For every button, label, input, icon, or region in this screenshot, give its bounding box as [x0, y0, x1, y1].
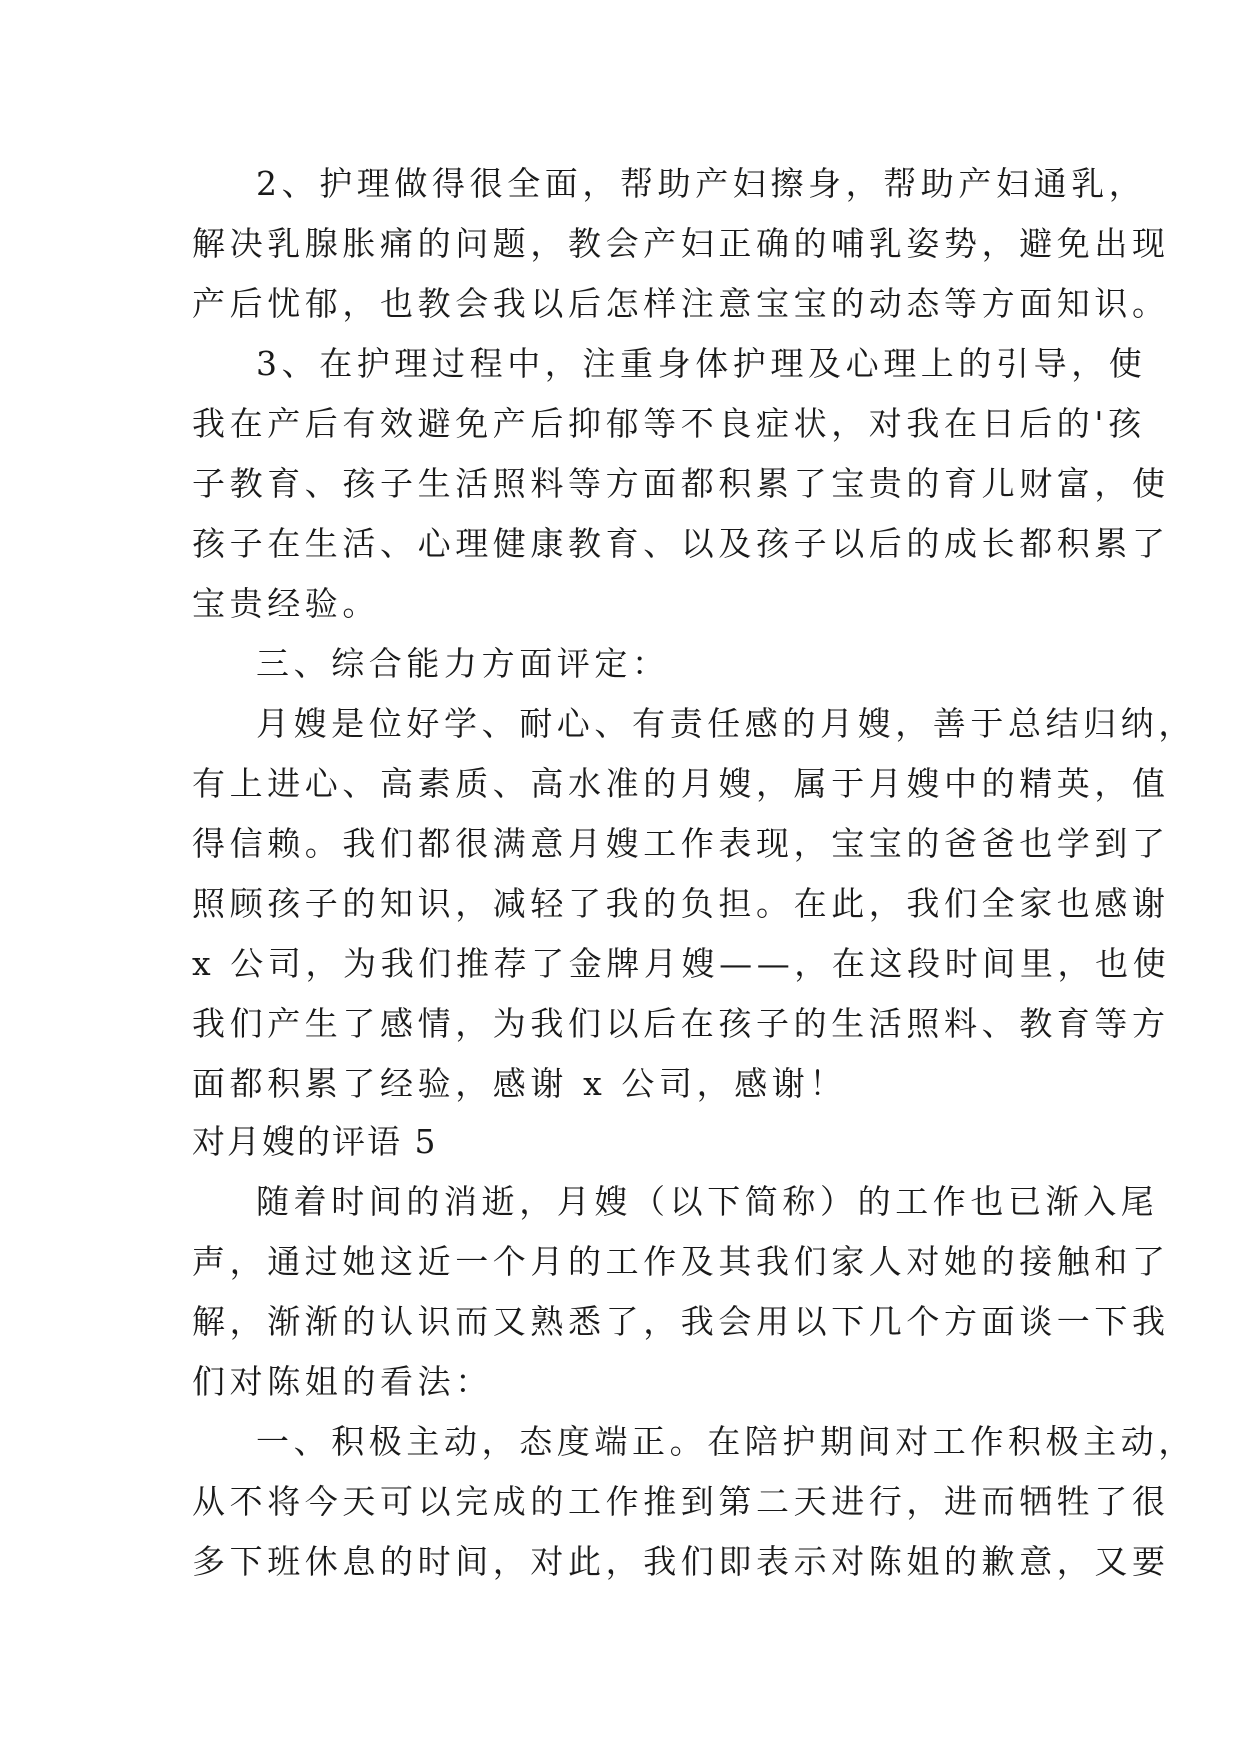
paragraph-line: 声，通过她这近一个月的工作及其我们家人对她的接触和了	[192, 1242, 1170, 1281]
paragraph-line: 2、护理做得很全面，帮助产妇擦身，帮助产妇通乳，	[256, 164, 1147, 203]
paragraph-line: 们对陈姐的看法：	[192, 1362, 493, 1401]
paragraph-line: 我们产生了感情，为我们以后在孩子的生活照料、教育等方	[192, 1004, 1170, 1043]
paragraph-line: 面都积累了经验，感谢 x 公司，感谢！	[192, 1064, 847, 1103]
paragraph-line: 多下班休息的时间，对此，我们即表示对陈姐的歉意，又要	[192, 1542, 1170, 1581]
paragraph-line: 产后忧郁，也教会我以后怎样注意宝宝的动态等方面知识。	[192, 284, 1170, 323]
paragraph-line: 子教育、孩子生活照料等方面都积累了宝贵的育儿财富，使	[192, 464, 1170, 503]
paragraph-line: 从不将今天可以完成的工作推到第二天进行，进而牺牲了很	[192, 1482, 1170, 1521]
article-title: 对月嫂的评语 5	[192, 1122, 438, 1161]
paragraph-line: 随着时间的消逝，月嫂（以下简称）的工作也已渐入尾	[256, 1182, 1159, 1221]
paragraph-line: 解决乳腺胀痛的问题，教会产妇正确的哺乳姿势，避免出现	[192, 224, 1170, 263]
paragraph-line: x 公司，为我们推荐了金牌月嫂——，在这段时间里，也使	[192, 944, 1171, 983]
paragraph-line: 有上进心、高素质、高水准的月嫂，属于月嫂中的精英，值	[192, 764, 1170, 803]
paragraph-line: 一、积极主动，态度端正。在陪护期间对工作积极主动，	[256, 1422, 1196, 1461]
paragraph-line: 宝贵经验。	[192, 584, 380, 623]
paragraph-line: 3、在护理过程中，注重身体护理及心理上的引导，使	[256, 344, 1147, 383]
paragraph-line: 照顾孩子的知识，减轻了我的负担。在此，我们全家也感谢	[192, 884, 1170, 923]
paragraph-line: 月嫂是位好学、耐心、有责任感的月嫂，善于总结归纳，	[256, 704, 1196, 743]
paragraph-line: 解，渐渐的认识而又熟悉了，我会用以下几个方面谈一下我	[192, 1302, 1170, 1341]
paragraph-line: 我在产后有效避免产后抑郁等不良症状，对我在日后的'孩	[192, 404, 1146, 443]
paragraph-line: 得信赖。我们都很满意月嫂工作表现，宝宝的爸爸也学到了	[192, 824, 1170, 863]
paragraph-line: 孩子在生活、心理健康教育、以及孩子以后的成长都积累了	[192, 524, 1170, 563]
section-heading: 三、综合能力方面评定：	[256, 644, 670, 683]
